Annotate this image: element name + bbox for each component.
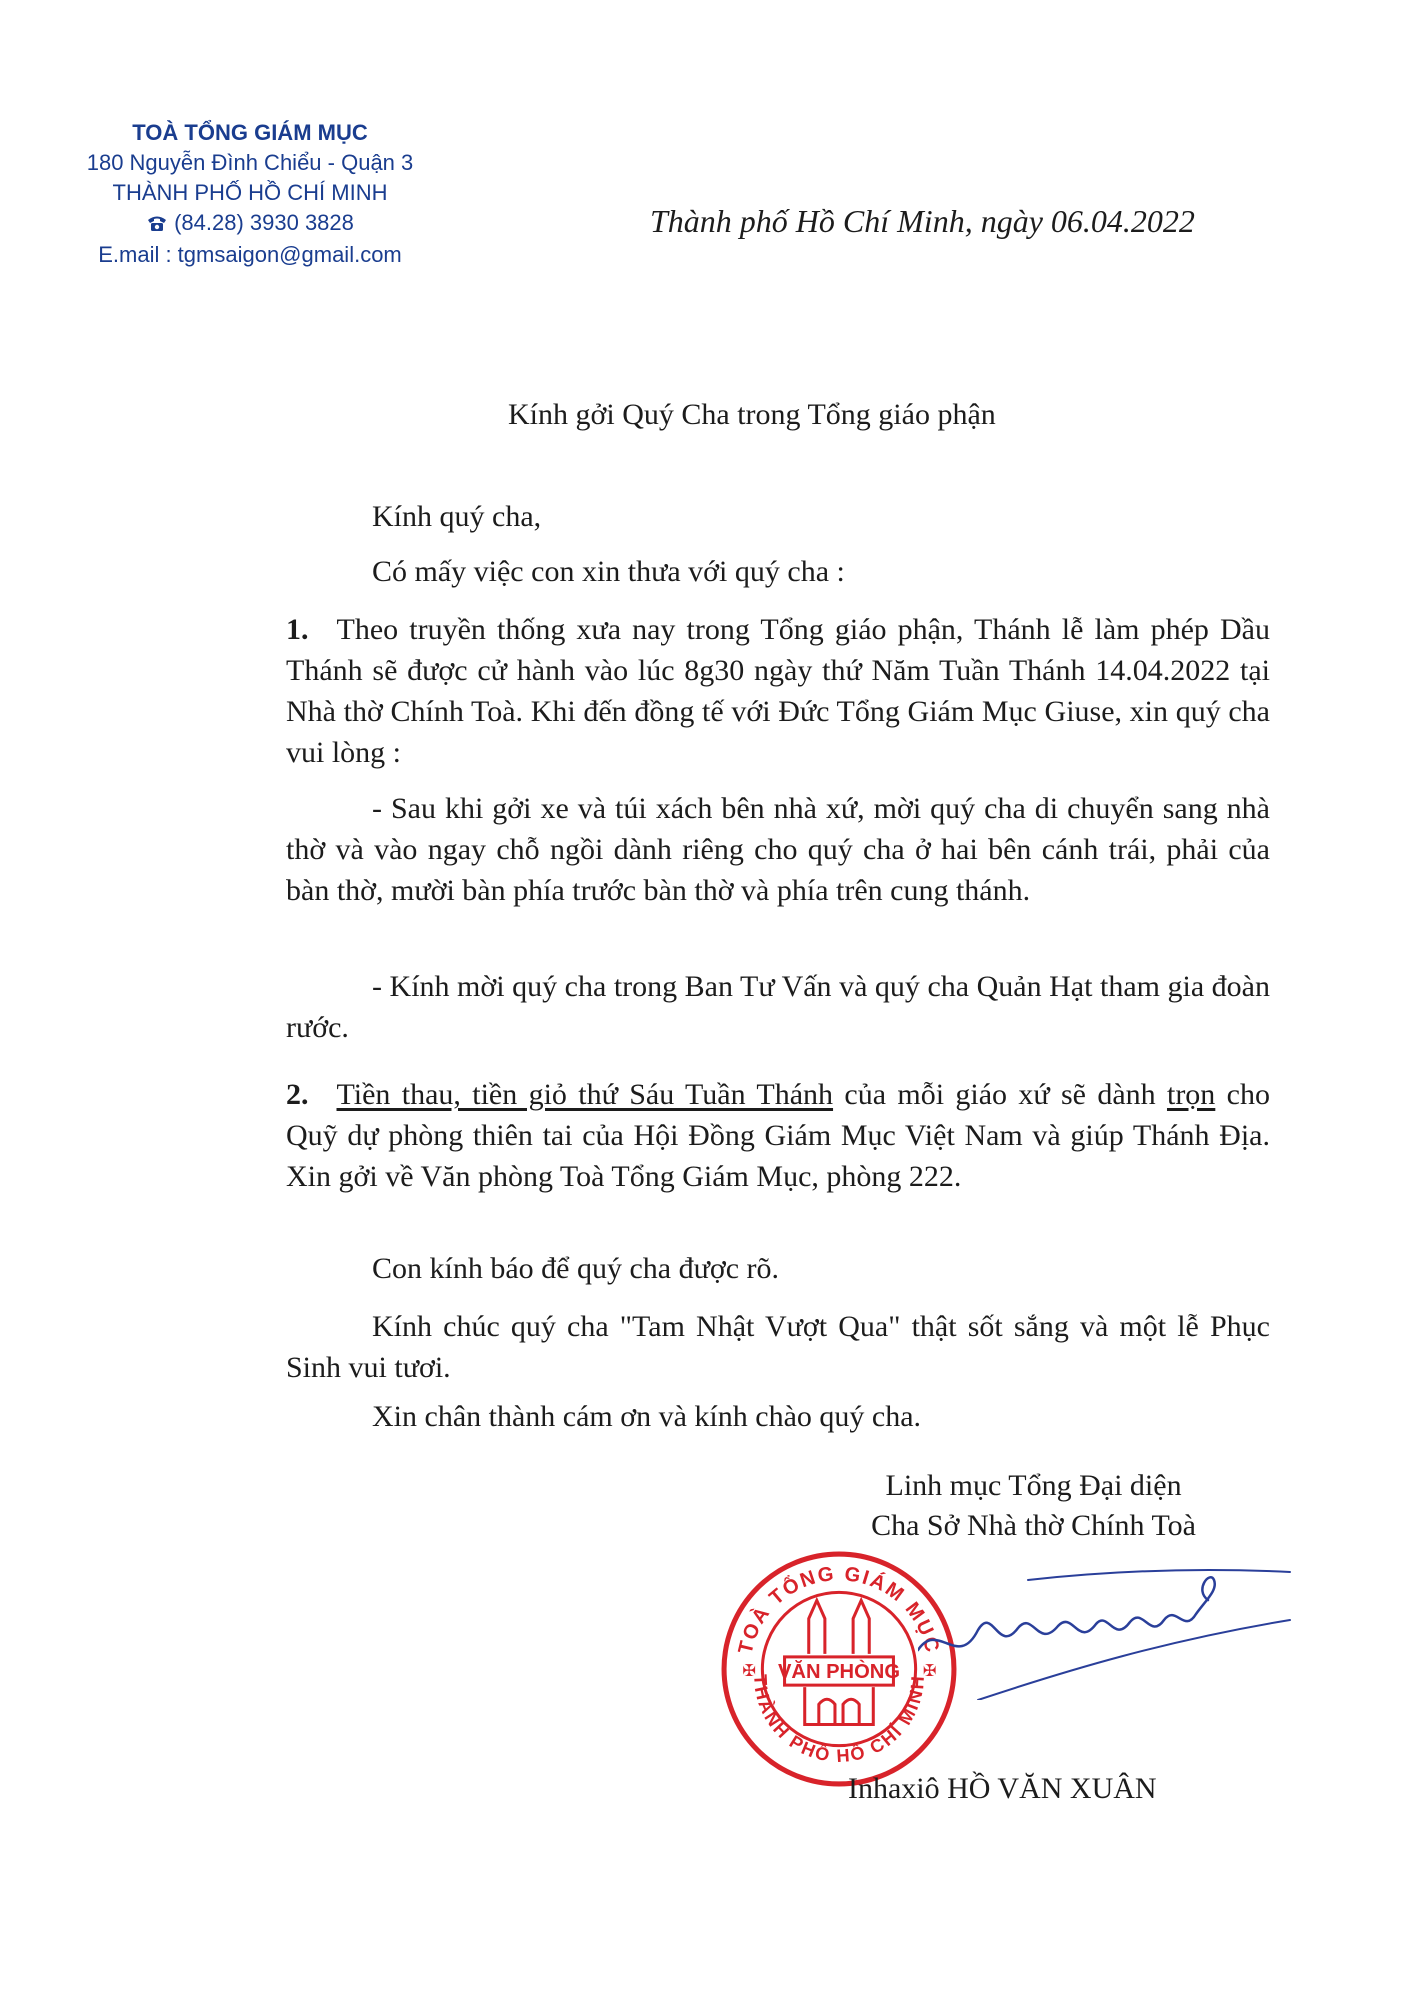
- signer-title-1: Linh mục Tổng Đại diện: [885, 1469, 1182, 1502]
- item-1-number: 1.: [286, 613, 309, 646]
- handwritten-signature: [918, 1560, 1298, 1700]
- letterhead-email: E.mail : tgmsaigon@gmail.com: [98, 242, 402, 267]
- letterhead-city: THÀNH PHỐ HỒ CHÍ MINH: [112, 180, 388, 205]
- greeting: Kính quý cha,: [372, 500, 542, 533]
- item-2-underlined: Tiền thau, tiền giỏ thứ Sáu Tuần Thánh: [336, 1078, 834, 1111]
- letterhead-org: TOÀ TỔNG GIÁM MỤC: [132, 120, 368, 145]
- item-2-number: 2.: [286, 1078, 309, 1111]
- telephone-icon: [146, 214, 168, 232]
- item-2-underlined-2: trọn: [1166, 1078, 1216, 1111]
- letter-date: Thành phố Hồ Chí Minh, ngày 06.04.2022: [650, 203, 1195, 239]
- item-1: [286, 609, 1270, 773]
- item-1-text: Theo truyền thống xưa nay trong Tổng giáo phận, Thánh lễ làm phép Dầu Thánh sẽ được cử hành vào lúc 8g30 ngày thứ Năm Tuần Thánh 14.04.2022 tại Nhà thờ Chính Toà. Khi đến đồng tế với Đức Tổng Giám Mục Giuse, xin quý cha vui lòng :: [286, 613, 1270, 769]
- svg-text:✠: ✠: [922, 1661, 937, 1681]
- item-2-text-b: cho Quỹ dự phòng thiên tai của Hội Đồng Giám Mục Việt Nam và giúp Thánh Địa. Xin gởi về Văn phòng Toà Tổng Giám Mục, phòng 222.: [286, 1078, 1270, 1193]
- letterhead: [60, 118, 440, 270]
- letterhead-phone-row: [146, 208, 354, 238]
- recipient-line: Kính gởi Quý Cha trong Tổng giáo phận: [508, 398, 996, 431]
- closing-3: Xin chân thành cám ơn và kính chào quý cha.: [372, 1400, 922, 1433]
- item-1-bullet-2: - Kính mời quý cha trong Ban Tư Vấn và quý cha Quản Hạt tham gia đoàn rước.: [286, 970, 1270, 1044]
- closing-1: Con kính báo để quý cha được rõ.: [372, 1252, 780, 1285]
- item-1-bullet-1: - Sau khi gởi xe và túi xách bên nhà xứ, mời quý cha di chuyển sang nhà thờ và vào ngay chỗ ngồi dành riêng cho quý cha ở hai bên cánh trái, phải của bàn thờ, mười bàn phía trước bàn thờ và phía trên cung thánh.: [286, 792, 1270, 907]
- intro-line: Có mấy việc con xin thưa với quý cha :: [372, 555, 845, 588]
- svg-text:VĂN PHÒNG: VĂN PHÒNG: [777, 1661, 901, 1684]
- svg-text:THÀNH PHỐ HỒ CHÍ MINH: THÀNH PHỐ HỒ CHÍ MINH: [750, 1673, 928, 1767]
- signer-name: Inhaxiô HỒ VĂN XUÂN: [848, 1772, 1157, 1805]
- letterhead-address: 180 Nguyễn Đình Chiểu - Quận 3: [86, 150, 414, 175]
- signer-titles: [871, 1466, 1196, 1546]
- item-2: [286, 1074, 1270, 1197]
- item-2-text-a: của mỗi giáo xứ sẽ dành: [833, 1078, 1167, 1111]
- signer-title-2: Cha Sở Nhà thờ Chính Toà: [871, 1509, 1196, 1542]
- svg-text:TOÀ TỔNG GIÁM MỤC: TOÀ TỔNG GIÁM MỤC: [734, 1563, 944, 1657]
- closing-2: Kính chúc quý cha "Tam Nhật Vượt Qua" thật sốt sắng và một lễ Phục Sinh vui tươi.: [286, 1310, 1270, 1384]
- letterhead-phone: (84.28) 3930 3828: [174, 210, 354, 235]
- svg-text:✠: ✠: [742, 1661, 756, 1681]
